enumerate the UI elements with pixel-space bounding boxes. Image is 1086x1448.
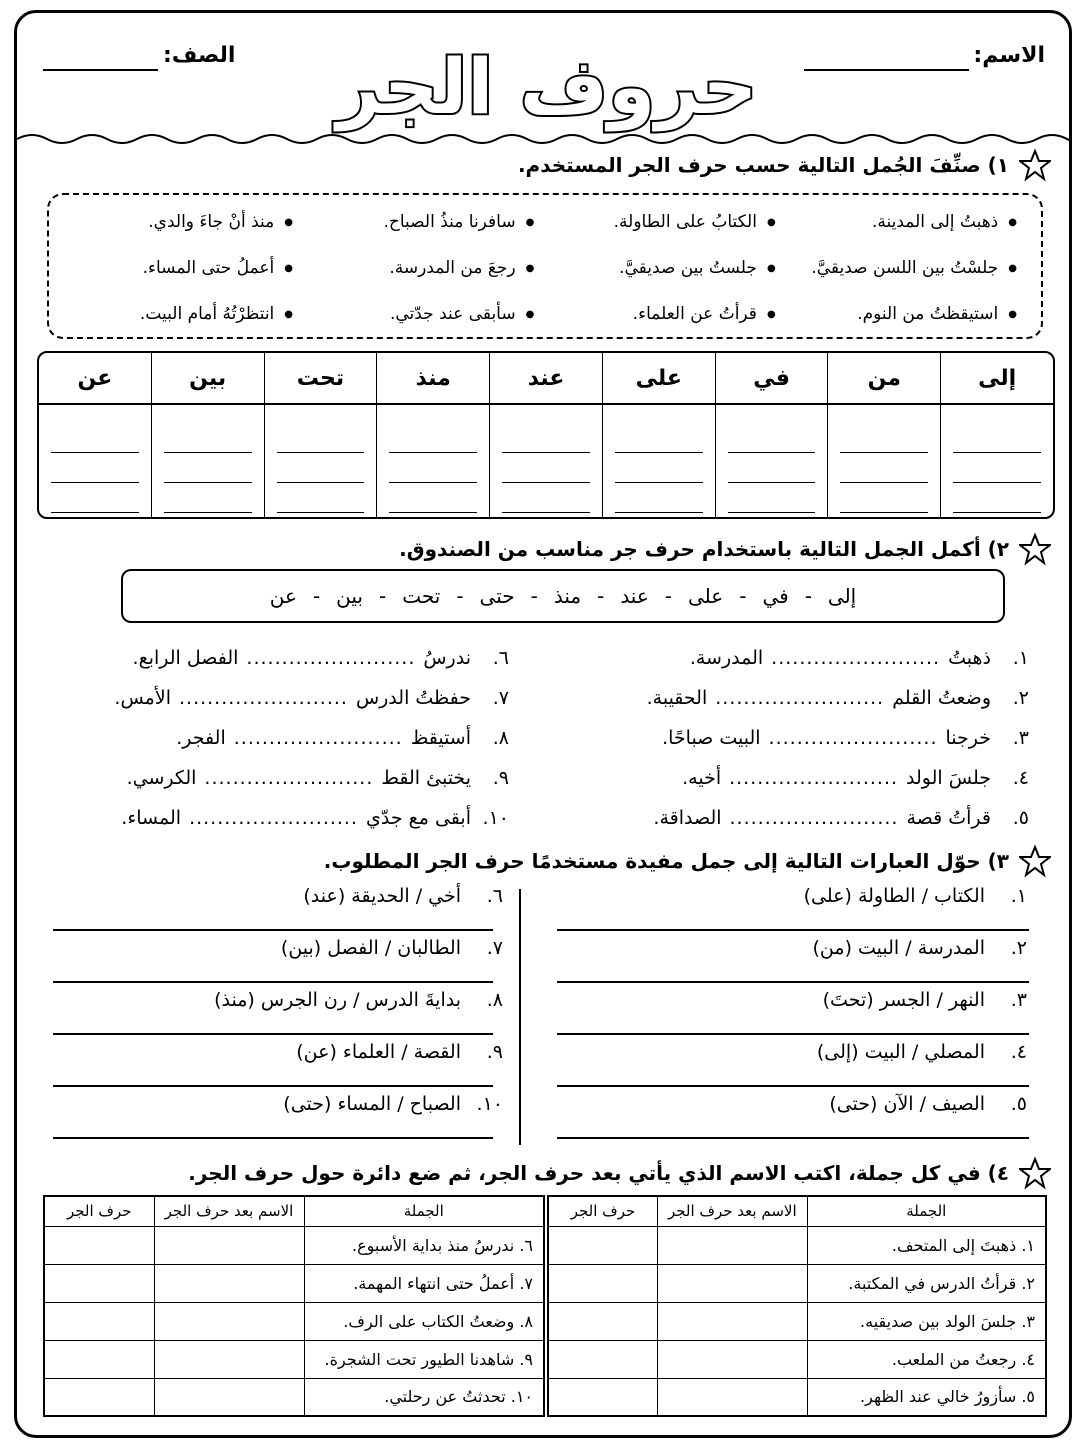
column-inda [489, 353, 602, 517]
column-mundhu [376, 353, 489, 517]
conversion-item [813, 937, 1027, 959]
item-number: ٦. [492, 647, 509, 669]
column-header: في [716, 353, 828, 405]
section4-title-text: ٤) في كل جملة، اكتب الاسم الذي يأتي بعد حرف الجر، ثم ضع دائرة حول حرف الجر. [188, 1161, 1009, 1185]
answer-line[interactable] [277, 453, 365, 483]
item-number: ١٠. [476, 1093, 503, 1115]
sentence-cell [807, 1264, 1046, 1302]
item-text: قرأتُ الدرس في المكتبة. [848, 1273, 1017, 1293]
item-text: ندرسُ [423, 647, 471, 669]
table-row [548, 1378, 1046, 1416]
answer-line[interactable] [502, 423, 590, 453]
conversion-item [296, 1041, 503, 1063]
column-header: عن [39, 353, 151, 405]
preposition-answer-cell[interactable] [548, 1302, 657, 1340]
sentence-row [49, 245, 1041, 291]
preposition-answer-cell[interactable] [44, 1340, 154, 1378]
answer-line[interactable] [728, 453, 816, 483]
preposition-answer-cell[interactable] [548, 1378, 657, 1416]
column-tahta [264, 353, 377, 517]
noun-answer-cell[interactable] [154, 1264, 304, 1302]
table-header-row [548, 1196, 1046, 1226]
section1-title-text: ١) صنِّفَ الجُمل التالية حسب حرف الجر المستخدم. [517, 153, 1009, 177]
table-row [44, 1302, 544, 1340]
section1-title [518, 149, 1051, 181]
column-header: تحت [265, 353, 377, 405]
answer-line[interactable] [557, 929, 1029, 931]
word-bank-item: عن [269, 584, 297, 608]
table-row [548, 1302, 1046, 1340]
conversion-item [283, 1093, 503, 1115]
sentence-item: ● أعملُ حتى المساء. [73, 258, 293, 278]
item-number: ٦. [486, 885, 503, 907]
answer-line[interactable] [615, 453, 703, 483]
item-text: البيت صباحًا. [662, 727, 761, 749]
word-bank-item: منذ [553, 584, 582, 608]
item-text: الفجر. [176, 727, 226, 749]
item-text: ذهبتُ [948, 647, 991, 669]
noun-answer-cell[interactable] [657, 1264, 807, 1302]
item-text: حفظتُ الدرس [355, 687, 471, 709]
noun-answer-cell[interactable] [657, 1378, 807, 1416]
word-bank-item: حتى [479, 584, 515, 608]
answer-line[interactable] [277, 483, 365, 513]
item-text: المصلي / البيت (إلى) [816, 1041, 985, 1063]
conversion-item [823, 989, 1027, 1011]
noun-answer-cell[interactable] [657, 1302, 807, 1340]
answer-line[interactable] [728, 423, 816, 453]
item-number: ٤. [1016, 1349, 1035, 1369]
item-number: ٨. [486, 989, 503, 1011]
answer-line[interactable] [51, 483, 139, 513]
conversion-item [281, 937, 503, 959]
fill-blank-item [682, 767, 1029, 789]
word-bank-item: إلى [827, 584, 857, 608]
item-number: ٩. [514, 1349, 533, 1369]
item-text: الصباح / المساء (حتى) [283, 1093, 461, 1115]
column-min [827, 353, 940, 517]
item-text: تحدثتُ عن رحلتي. [384, 1387, 506, 1407]
preposition-answer-cell[interactable] [44, 1302, 154, 1340]
section3-title-text: ٣) حوّل العبارات التالية إلى جمل مفيدة مستخدمًا حرف الجر المطلوب. [323, 849, 1009, 873]
sentence-item: ● رجعَ من المدرسة. [314, 258, 534, 278]
column-header: عند [490, 353, 602, 405]
item-number: ٨. [514, 1311, 533, 1331]
blank-field[interactable]: ........................ [246, 647, 416, 669]
sentence-item: ● جلسْتُ بين اللسن صديقيَّ. [797, 258, 1017, 278]
sentence-cell [807, 1340, 1046, 1378]
item-text: قرأتُ قصة [906, 807, 991, 829]
sentence-item: ● استيقظتُ من النوم. [797, 304, 1017, 324]
blank-field[interactable]: ........................ [729, 807, 899, 829]
item-text: المساء. [121, 807, 182, 829]
item-text: الحقيبة. [646, 687, 708, 709]
item-text: الفصل الرابع. [132, 647, 239, 669]
fill-blank-item [121, 807, 509, 829]
answer-line[interactable] [953, 483, 1041, 513]
answer-line[interactable] [389, 453, 477, 483]
answer-line[interactable] [840, 453, 928, 483]
item-text: النهر / الجسر (تحتَ) [822, 989, 985, 1011]
sentence-row [49, 199, 1041, 245]
sentence-item: ● الكتابُ على الطاولة. [556, 212, 776, 232]
sentence-item: ● سافرنا منذُ الصباح. [314, 212, 534, 232]
table-row [44, 1378, 544, 1416]
table-header: الجملة [807, 1196, 1046, 1226]
column-header: منذ [377, 353, 489, 405]
class-label: الصف: [163, 43, 236, 68]
item-text: وضعتُ القلم [892, 687, 991, 709]
item-text: الأمس. [114, 687, 171, 709]
item-number: ٥. [1016, 1387, 1035, 1407]
sentence-cell [304, 1340, 544, 1378]
table-header: حرف الجر [548, 1196, 657, 1226]
sentence-cell [304, 1264, 544, 1302]
item-text: سأزورُ خالي عند الظهر. [860, 1387, 1017, 1407]
item-text: جلسَ الولد [906, 767, 991, 789]
sentence-item: ● جلستُ بين صديقيَّ. [556, 258, 776, 278]
item-text: شاهدنا الطيور تحت الشجرة. [324, 1349, 515, 1369]
answer-line[interactable] [953, 423, 1041, 453]
section4-title [188, 1157, 1051, 1189]
sentence-item: ● انتظرْتُهُ أمام البيت. [73, 304, 293, 324]
item-text: رجعتُ من الملعب. [891, 1349, 1017, 1369]
item-text: بدايةَ الدرس / رن الجرس (منذ) [214, 989, 461, 1011]
section1-sentence-box [47, 193, 1043, 339]
item-number: ٢. [1010, 937, 1027, 959]
answer-line[interactable] [557, 981, 1029, 983]
table-row [548, 1264, 1046, 1302]
column-ala [602, 353, 715, 517]
item-number: ٥. [1010, 1093, 1027, 1115]
sentence-item: ● منذ أنْ جاءَ والدي. [73, 212, 293, 232]
column-header: على [603, 353, 715, 405]
conversion-item [804, 885, 1027, 907]
answer-line[interactable] [557, 1137, 1029, 1139]
preposition-answer-cell[interactable] [44, 1378, 154, 1416]
noun-answer-cell[interactable] [154, 1226, 304, 1264]
item-text: أخيه. [682, 767, 722, 789]
blank-field[interactable]: ........................ [715, 687, 885, 709]
worksheet-page [14, 10, 1072, 1438]
noun-answer-cell[interactable] [154, 1378, 304, 1416]
answer-line[interactable] [277, 423, 365, 453]
section3-title [324, 845, 1051, 877]
answer-line[interactable] [51, 453, 139, 483]
item-text: الكرسي. [126, 767, 197, 789]
item-number: ٢. [1016, 1273, 1035, 1293]
item-number: ١٠. [482, 807, 509, 829]
column-an [39, 353, 151, 517]
column-ila [940, 353, 1053, 517]
name-field-line[interactable] [804, 69, 969, 71]
sentence-cell [807, 1302, 1046, 1340]
item-text: أبقى مع جدّي [366, 807, 471, 829]
item-number: ٧. [486, 937, 503, 959]
section4-table-left [43, 1195, 545, 1417]
fill-blank-item [647, 687, 1029, 709]
item-text: الكتاب / الطاولة (على) [803, 885, 985, 907]
star-icon [1019, 845, 1051, 877]
table-row [548, 1226, 1046, 1264]
answer-line[interactable] [164, 453, 252, 483]
item-text: المدرسة. [689, 647, 764, 669]
conversion-item [303, 885, 503, 907]
section2-title [399, 533, 1051, 565]
header-divider-wave [17, 131, 1072, 147]
sentence-cell [807, 1378, 1046, 1416]
answer-line[interactable] [53, 1137, 493, 1139]
answer-line[interactable] [953, 453, 1041, 483]
answer-line[interactable] [53, 929, 493, 931]
star-icon [1019, 149, 1051, 181]
item-number: ١. [1010, 885, 1027, 907]
word-bank-item: عند [620, 584, 649, 608]
star-icon [1019, 1157, 1051, 1189]
section3-divider [519, 889, 521, 1145]
sentence-cell [304, 1302, 544, 1340]
conversion-item [817, 1041, 1027, 1063]
blank-field[interactable]: ........................ [768, 727, 938, 749]
answer-line[interactable] [615, 423, 703, 453]
answer-line[interactable] [53, 1085, 493, 1087]
column-fi [715, 353, 828, 517]
conversion-item [214, 989, 503, 1011]
answer-line[interactable] [557, 1033, 1029, 1035]
item-text: أستيقظ [410, 727, 471, 749]
item-text: جلسَ الولد بين صديقيه. [860, 1311, 1017, 1331]
noun-answer-cell[interactable] [154, 1302, 304, 1340]
answer-line[interactable] [728, 483, 816, 513]
sentence-cell [304, 1226, 544, 1264]
item-text: يختبئ القط [381, 767, 471, 789]
blank-field[interactable]: ........................ [233, 727, 403, 749]
column-header: إلى [941, 353, 1053, 405]
word-bank-box: إلى - في - على - عند - منذ - حتى - تحت - بين - عن [121, 569, 1005, 623]
table-header: حرف الجر [44, 1196, 154, 1226]
item-text: ندرسُ منذ بداية الأسبوع. [352, 1235, 515, 1255]
noun-answer-cell[interactable] [657, 1340, 807, 1378]
title-text: حروف الجر [336, 42, 758, 131]
item-number: ١. [1016, 1235, 1035, 1255]
blank-field[interactable]: ........................ [771, 647, 941, 669]
item-number: ٢. [1012, 687, 1029, 709]
item-text: أخي / الحديقة (عند) [303, 885, 461, 907]
preposition-answer-cell[interactable] [548, 1264, 657, 1302]
item-number: ٦. [514, 1235, 533, 1255]
section2-title-text: ٢) أكمل الجمل التالية باستخدام حرف جر مناسب من الصندوق. [399, 537, 1009, 561]
preposition-answer-cell[interactable] [548, 1340, 657, 1378]
answer-line[interactable] [502, 483, 590, 513]
fill-blank-item [690, 647, 1029, 669]
item-text: وضعتُ الكتاب على الرف. [343, 1311, 515, 1331]
column-header: بين [152, 353, 264, 405]
item-number: ٩. [492, 767, 509, 789]
item-number: ٣. [1010, 989, 1027, 1011]
answer-line[interactable] [502, 453, 590, 483]
preposition-answer-cell[interactable] [44, 1226, 154, 1264]
item-number: ٧. [492, 687, 509, 709]
item-number: ١. [1012, 647, 1029, 669]
column-bayna [151, 353, 264, 517]
table-header: الاسم بعد حرف الجر [657, 1196, 807, 1226]
item-number: ٣. [1016, 1311, 1035, 1331]
fill-blank-item [176, 727, 509, 749]
answer-line[interactable] [51, 423, 139, 453]
answer-line[interactable] [557, 1085, 1029, 1087]
blank-field[interactable]: ........................ [178, 687, 348, 709]
word-bank-item: تحت [402, 584, 441, 608]
item-text: المدرسة / البيت (من) [812, 937, 985, 959]
column-header: من [828, 353, 940, 405]
table-header: الجملة [304, 1196, 544, 1226]
word-bank-item: بين [336, 584, 363, 608]
item-number: ٥. [1012, 807, 1029, 829]
answer-line[interactable] [615, 483, 703, 513]
star-icon [1019, 533, 1051, 565]
item-number: ٤. [1010, 1041, 1027, 1063]
item-number: ٣. [1012, 727, 1029, 749]
sentence-item: ● قرأتُ عن العلماء. [556, 304, 776, 324]
sentence-item: ● ذهبتُ إلى المدينة. [797, 212, 1017, 232]
answer-line[interactable] [164, 483, 252, 513]
preposition-answer-cell[interactable] [44, 1264, 154, 1302]
fill-blank-item [662, 727, 1029, 749]
fill-blank-item [127, 767, 509, 789]
preposition-answer-cell[interactable] [548, 1226, 657, 1264]
sentence-item: ● سأبقى عند جدّتي. [314, 304, 534, 324]
word-bank-item: في [762, 584, 789, 608]
sentence-row [49, 291, 1041, 337]
sentence-cell [807, 1226, 1046, 1264]
noun-answer-cell[interactable] [657, 1226, 807, 1264]
item-number: ٤. [1012, 767, 1029, 789]
answer-line[interactable] [840, 483, 928, 513]
answer-line[interactable] [53, 981, 493, 983]
fill-blank-item [653, 807, 1029, 829]
word-bank-item: على [688, 584, 724, 608]
answer-line[interactable] [389, 483, 477, 513]
table-header-row [44, 1196, 544, 1226]
item-number: ٩. [486, 1041, 503, 1063]
fill-blank-item [114, 687, 509, 709]
noun-answer-cell[interactable] [154, 1340, 304, 1378]
item-number: ١٠. [505, 1387, 533, 1407]
table-row [44, 1264, 544, 1302]
conversion-item [829, 1093, 1027, 1115]
answer-line[interactable] [53, 1033, 493, 1035]
item-text: الطالبان / الفصل (بين) [280, 937, 461, 959]
worksheet-title [327, 35, 767, 135]
item-text: القصة / العلماء (عن) [296, 1041, 461, 1063]
name-label: الاسم: [973, 43, 1045, 68]
answer-line[interactable] [389, 423, 477, 453]
item-text: أعملُ حتى انتهاء المهمة. [353, 1273, 515, 1293]
class-field-line[interactable] [43, 69, 158, 71]
sentence-cell [304, 1378, 544, 1416]
blank-field[interactable]: ........................ [204, 767, 374, 789]
item-text: الصيف / الآن (حتى) [829, 1093, 985, 1115]
item-text: ذهبتَ إلى المتحف. [891, 1235, 1017, 1255]
item-text: خرجنا [945, 727, 991, 749]
item-text: الصداقة. [653, 807, 722, 829]
classification-table [37, 351, 1055, 519]
blank-field[interactable]: ........................ [189, 807, 359, 829]
table-row [44, 1340, 544, 1378]
table-row [44, 1226, 544, 1264]
item-number: ٨. [492, 727, 509, 749]
table-header: الاسم بعد حرف الجر [154, 1196, 304, 1226]
item-number: ٧. [514, 1273, 533, 1293]
answer-line[interactable] [840, 423, 928, 453]
blank-field[interactable]: ........................ [729, 767, 899, 789]
fill-blank-item [133, 647, 509, 669]
table-row [548, 1340, 1046, 1378]
answer-line[interactable] [164, 423, 252, 453]
section4-table-right [547, 1195, 1047, 1417]
